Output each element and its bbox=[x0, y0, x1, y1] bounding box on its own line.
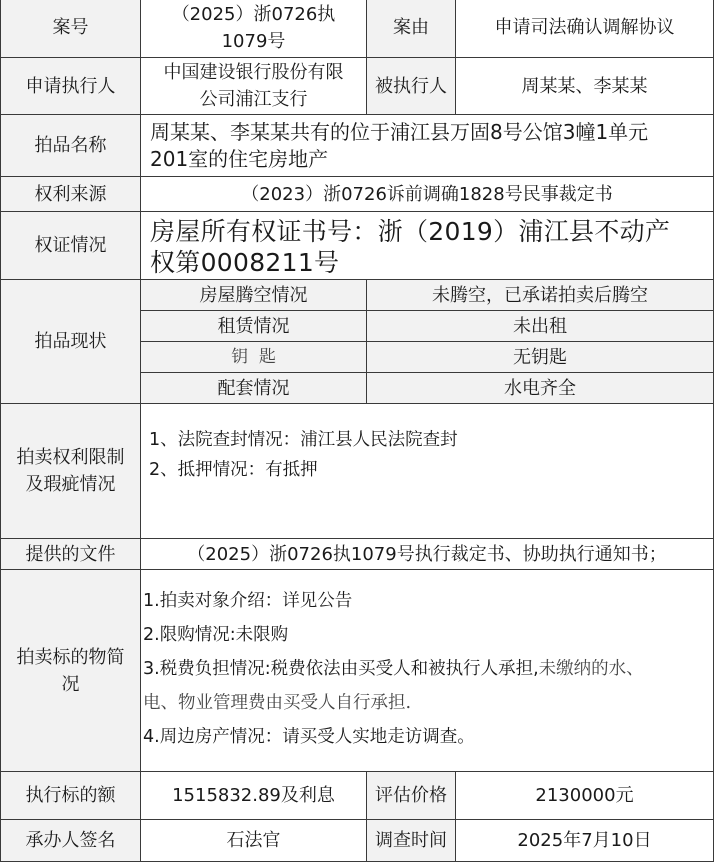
restrictions-list bbox=[141, 404, 714, 539]
status-name-vacancy: 房屋腾空情况 bbox=[141, 280, 367, 311]
survey-date-label: 调查时间 bbox=[367, 820, 456, 862]
status-label: 拍品现状 bbox=[0, 280, 141, 404]
object-note: 2.限购情况:未限购 bbox=[143, 625, 289, 645]
documents-value: （2025）浙0726执1079号执行裁定书、协助执行通知书； bbox=[141, 539, 714, 570]
case-number-value: （2025）浙0726执 1079号 bbox=[141, 0, 367, 58]
case-reason-value: 申请司法确认调解协议 bbox=[456, 0, 714, 58]
object-label: 拍卖标的物简 况 bbox=[0, 570, 141, 772]
status-name-keys: 钥 匙 bbox=[141, 342, 367, 373]
applicant-label: 申请执行人 bbox=[0, 58, 141, 115]
status-value-lease: 未出租 bbox=[367, 311, 714, 342]
case-reason-label: 案由 bbox=[367, 0, 456, 58]
certificate-value: 房屋所有权证书号：浙（2019）浦江县不动产 权第0008211号 bbox=[141, 212, 714, 280]
appraisal-value: 2130000元 bbox=[456, 772, 714, 820]
status-value-utilities: 水电齐全 bbox=[367, 373, 714, 404]
restriction-item: 1、法院查封情况：浦江县人民法院查封 bbox=[149, 430, 458, 450]
appraisal-label: 评估价格 bbox=[367, 772, 456, 820]
signature-value: 石法官 bbox=[141, 820, 367, 862]
status-value-keys: 无钥匙 bbox=[367, 342, 714, 373]
status-name-utilities: 配套情况 bbox=[141, 373, 367, 404]
restriction-item: 2、抵押情况：有抵押 bbox=[149, 460, 318, 480]
object-note: 4.周边房产情况：请买受人实地走访调查。 bbox=[143, 727, 475, 747]
amount-label: 执行标的额 bbox=[0, 772, 141, 820]
restrictions-label: 拍卖权利限制 及瑕疵情况 bbox=[0, 404, 141, 539]
object-note: 电、物业管理费由买受人自行承担. bbox=[143, 693, 412, 713]
documents-label: 提供的文件 bbox=[0, 539, 141, 570]
survey-date-value: 2025年7月10日 bbox=[456, 820, 714, 862]
right-source-value: （2023）浙0726诉前调确1828号民事裁定书 bbox=[141, 177, 714, 212]
status-name-lease: 租赁情况 bbox=[141, 311, 367, 342]
object-note: 3.税费负担情况:税费依法由买受人和被执行人承担,未缴纳的水、 bbox=[143, 659, 644, 679]
amount-value: 1515832.89及利息 bbox=[141, 772, 367, 820]
signature-label: 承办人签名 bbox=[0, 820, 141, 862]
respondent-value: 周某某、李某某 bbox=[456, 58, 714, 115]
status-value-vacancy: 未腾空，已承诺拍卖后腾空 bbox=[367, 280, 714, 311]
item-name-value: 周某某、李某某共有的位于浦江县万固8号公馆3幢1单元 201室的住宅房地产 bbox=[141, 115, 714, 177]
respondent-label: 被执行人 bbox=[367, 58, 456, 115]
case-number-label: 案号 bbox=[0, 0, 141, 58]
object-notes bbox=[141, 570, 714, 772]
object-note: 1.拍卖对象介绍：详见公告 bbox=[143, 591, 353, 611]
applicant-value: 中国建设银行股份有限 公司浦江支行 bbox=[141, 58, 367, 115]
right-source-label: 权利来源 bbox=[0, 177, 141, 212]
certificate-label: 权证情况 bbox=[0, 212, 141, 280]
item-name-label: 拍品名称 bbox=[0, 115, 141, 177]
